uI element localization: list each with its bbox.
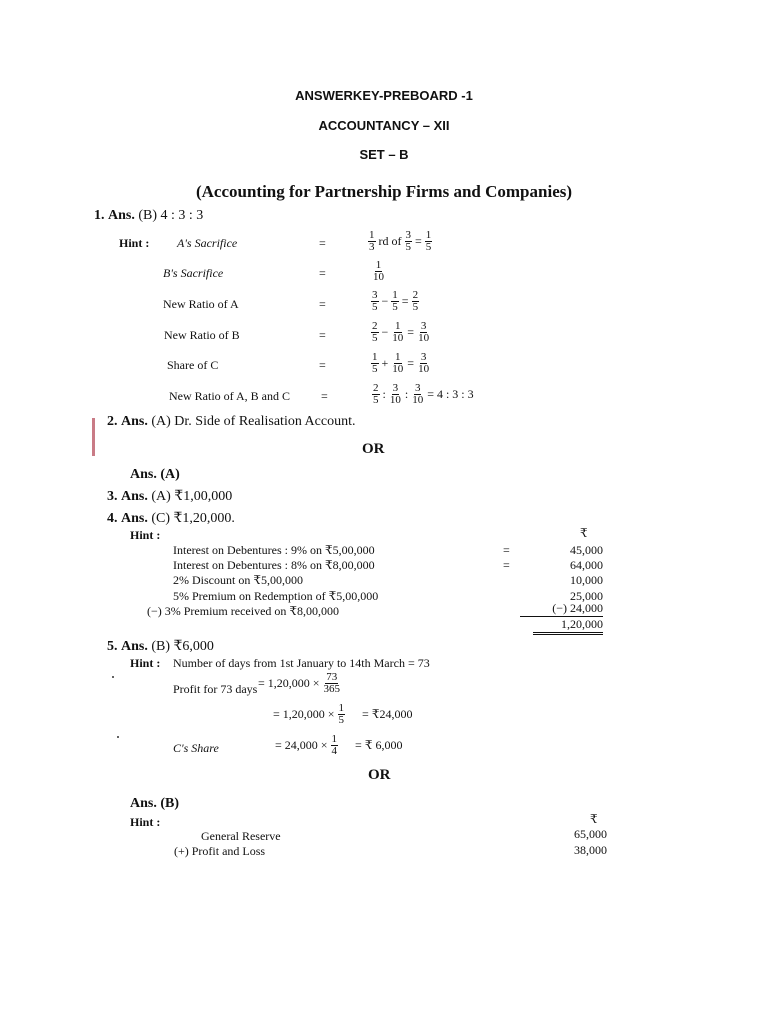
fraction: $\frac{1}{5}$: [425, 229, 432, 253]
q4-hint-label: Hint :: [130, 528, 161, 542]
q3-answer: (A) ₹1,00,000: [151, 489, 233, 504]
q5-line-3: [275, 734, 402, 757]
fraction: $\frac{3}{10}$: [412, 382, 424, 406]
q2-answer: (A) Dr. Side of Realisation Account.: [151, 414, 356, 429]
q1-row-expression: $\frac{2}{5}$ : $\frac{3}{10}$ : $\frac{3}{10}$ = 4 : 3 : 3: [373, 382, 474, 406]
fraction: $\frac{3}{10}$: [418, 351, 430, 375]
fraction: $\frac{2}{5}$: [372, 320, 378, 344]
q4-row-amount: (−) 24,000: [520, 601, 603, 617]
question-1: [94, 208, 203, 224]
fraction: $\frac{1}{3}$: [369, 229, 375, 253]
fraction: $\frac{3}{10}$: [418, 320, 430, 344]
q5-profit-label: Profit for 73 days: [173, 682, 258, 696]
question-4: [107, 510, 235, 527]
q1-row-expression: $\frac{1}{5}$ + $\frac{1}{10}$ = $\frac{3}{10}$: [372, 351, 430, 375]
scan-speck: [112, 676, 114, 678]
scan-mark: [92, 418, 95, 456]
q1-row-eq: =: [319, 358, 326, 372]
q4-row-label: Interest on Debentures : 9% on ₹5,00,000: [173, 543, 375, 557]
q1-answer: (B) 4 : 3 : 3: [138, 208, 204, 223]
q1-row-eq: =: [319, 236, 326, 250]
q3-number: 3.: [107, 489, 118, 504]
q1-row-label: A's Sacrifice: [177, 236, 238, 250]
q1-row-expression: [371, 260, 386, 283]
q2-ans-label: Ans.: [121, 414, 148, 429]
fraction: $\frac{1}{5}$: [338, 702, 345, 726]
q4-answer: (C) ₹1,20,000.: [151, 511, 235, 526]
fraction: $\frac{1}{5}$: [392, 289, 398, 313]
q4-row-amount: 45,000: [570, 543, 603, 557]
q1-number: 1.: [94, 208, 105, 223]
q4-row-eq: =: [503, 558, 510, 572]
header-line-1: ANSWERKEY-PREBOARD -1: [295, 88, 473, 103]
q5-hint-text: Number of days from 1st January to 14th March = 73: [173, 656, 430, 670]
fraction: $\frac{2}{5}$: [412, 289, 419, 313]
fraction: $\frac{2}{5}$: [373, 382, 379, 406]
section-title: (Accounting for Partnership Firms and Companies): [195, 182, 573, 201]
q5-hint-label: Hint :: [130, 656, 161, 670]
or2-hint-label: Hint :: [130, 815, 161, 829]
q4-row-amount: 64,000: [570, 558, 603, 572]
q4-row-label: (−) 3% Premium received on ₹8,00,000: [147, 604, 340, 618]
q5-number: 5.: [107, 639, 118, 654]
q5-line-2: [273, 703, 412, 726]
question-5: [107, 638, 214, 655]
q5-line-3-prefix: = 24,000 ×: [275, 738, 328, 752]
q4-row-label: Interest on Debentures : 8% on ₹8,00,000: [173, 558, 375, 572]
or-divider: OR: [368, 767, 391, 783]
fraction: $\frac{1}{5}$: [372, 351, 378, 375]
header-line-3: SET – B: [359, 147, 409, 162]
q5-ans-label: Ans.: [121, 639, 148, 654]
fraction: $\frac{1}{10}$: [373, 259, 384, 283]
fraction: $\frac{73}{365}$: [323, 671, 341, 695]
q4-row-label: 5% Premium on Redemption of ₹5,00,000: [173, 589, 379, 603]
or1-answer: Ans. (A): [130, 467, 180, 482]
q1-row-eq: =: [321, 389, 328, 403]
or2-row-amount: 38,000: [574, 843, 607, 857]
q5-line-1: [258, 672, 342, 695]
q5-line-3-result: = ₹ 6,000: [355, 738, 403, 752]
q5-line-2-prefix: = 1,20,000 ×: [273, 707, 335, 721]
q1-row-expression: $\frac{1}{3}$ rd of $\frac{3}{5}$ = $\frac{1}{5}$: [369, 229, 432, 253]
q1-row-label: Share of C: [167, 358, 219, 372]
fraction: $\frac{1}{10}$: [392, 320, 404, 344]
q1-hint-label: Hint :: [119, 236, 150, 250]
or2-row-label: General Reserve: [201, 829, 281, 843]
q1-row-label: New Ratio of A: [163, 297, 239, 311]
q1-row-eq: =: [319, 297, 326, 311]
q3-ans-label: Ans.: [121, 489, 148, 504]
q5-answer: (B) ₹6,000: [151, 639, 214, 654]
q5-line-2-result: = ₹24,000: [362, 707, 413, 721]
fraction: $\frac{3}{5}$: [372, 289, 378, 313]
q4-ans-label: Ans.: [121, 511, 148, 526]
q1-row-expression: $\frac{3}{5}$ − $\frac{1}{5}$ = $\frac{2}{5}$: [372, 289, 419, 313]
q2-number: 2.: [107, 414, 118, 429]
q5-share-label: C's Share: [173, 741, 219, 755]
or2-row-label: (+) Profit and Loss: [174, 844, 266, 858]
or-divider: OR: [362, 441, 385, 457]
q4-row-label: 2% Discount on ₹5,00,000: [173, 573, 303, 587]
q4-row-amount: 10,000: [570, 573, 603, 587]
fraction: $\frac{3}{10}$: [389, 382, 401, 406]
q4-row-eq: =: [503, 543, 510, 557]
or2-answer: Ans. (B): [130, 796, 180, 811]
q4-number: 4.: [107, 511, 118, 526]
q1-row-label: New Ratio of B: [164, 328, 240, 342]
q4-total: 1,20,000: [533, 617, 603, 635]
currency-symbol: ₹: [590, 812, 598, 826]
q5-line-1-prefix: = 1,20,000 ×: [258, 676, 320, 690]
or2-row-amount: 65,000: [574, 827, 607, 841]
q1-ans-label: Ans.: [108, 208, 135, 223]
currency-symbol: ₹: [580, 526, 588, 540]
header-line-2: ACCOUNTANCY – XII: [318, 118, 450, 133]
fraction: $\frac{1}{10}$: [392, 351, 404, 375]
q1-row-eq: =: [319, 328, 326, 342]
q1-row-label: New Ratio of A, B and C: [169, 389, 290, 403]
question-3: [107, 488, 232, 505]
fraction: $\frac{3}{5}$: [405, 229, 411, 253]
question-2: [107, 414, 356, 430]
q1-row-eq: =: [319, 266, 326, 280]
q1-row-expression: $\frac{2}{5}$ − $\frac{1}{10}$ = $\frac{3}{10}$: [372, 320, 430, 344]
q1-row-label: B's Sacrifice: [163, 266, 224, 280]
q4-row-amount: 25,000: [570, 589, 603, 603]
fraction: $\frac{1}{4}$: [331, 733, 338, 757]
scan-speck: [117, 736, 119, 738]
